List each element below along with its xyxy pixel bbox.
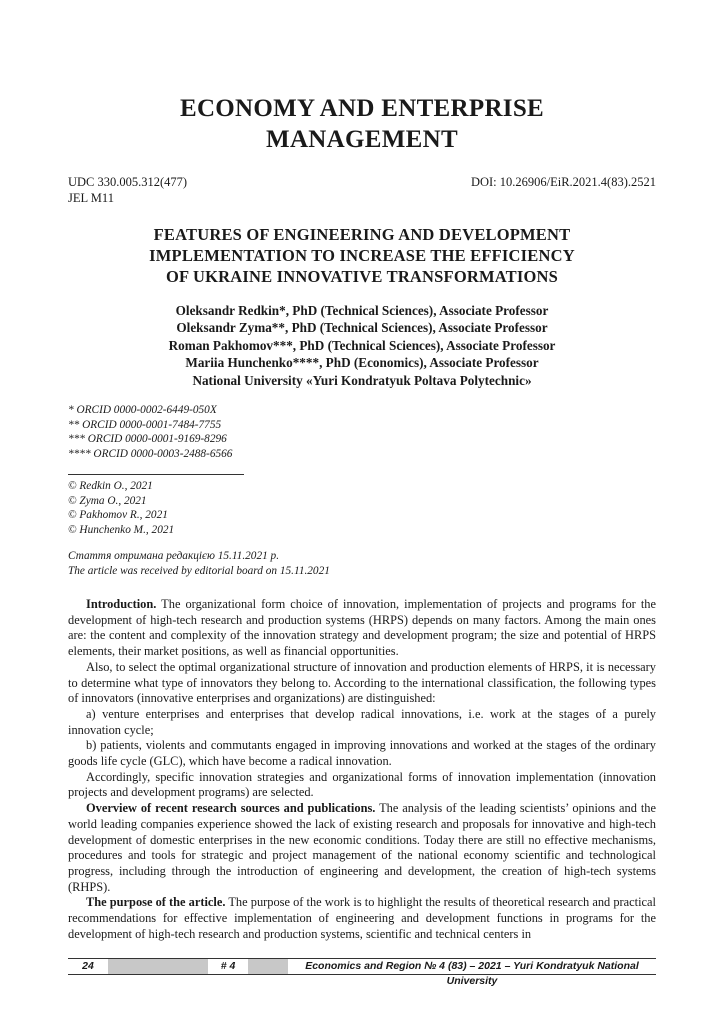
orcid-item: * ORCID 0000-0002-6449-050X xyxy=(68,404,217,416)
article-title-line: IMPLEMENTATION TO INCREASE THE EFFICIENCY xyxy=(149,246,575,265)
received-note xyxy=(68,549,330,578)
introduction-heading: Introduction. xyxy=(86,597,157,611)
paragraph-introduction xyxy=(68,597,656,660)
copyright-item: © Redkin O., 2021 xyxy=(68,480,153,492)
article-body xyxy=(68,597,656,942)
author-line: Oleksandr Redkin*, PhD (Technical Sciences), Associate Professor xyxy=(175,303,549,318)
purpose-heading: The purpose of the article. xyxy=(86,895,226,910)
page-number: 24 xyxy=(82,960,94,972)
footer-shade xyxy=(248,959,288,974)
section-title xyxy=(0,93,724,155)
orcid-list xyxy=(68,403,232,461)
paragraph-purpose xyxy=(68,895,656,942)
author-line: Mariia Hunchenko****, PhD (Economics), Associate Professor xyxy=(185,355,539,371)
paragraph-text: The analysis of the leading scientists’ opinions and the world leading companies experience showed the lack of existing research and proposals for innovative and high-tech development of domestic enterprises in the new economic conditions. Today there are still no effective mechanisms, procedures and tools for strategic and project management of the national economy scientific and technological progress, including through the introduction of engineering and development, the creation of high-tech systems (RHPS). xyxy=(68,801,656,894)
author-list xyxy=(0,302,724,389)
article-title-line: FEATURES OF ENGINEERING AND DEVELOPMENT xyxy=(153,225,571,244)
orcid-item: **** ORCID 0000-0003-2488-6566 xyxy=(68,447,233,460)
section-title-line: ECONOMY AND ENTERPRISE xyxy=(179,95,545,122)
author-line: Roman Pakhomov***, PhD (Technical Sciences), Associate Professor xyxy=(168,337,556,353)
copyright-item: © Zyma O., 2021 xyxy=(68,494,147,507)
affiliation: National University «Yuri Kondratyuk Poltava Polytechnic» xyxy=(192,372,532,388)
list-item: a) venture enterprises and enterprises that develop radical innovations, i.e. work at the stages of a purely innovation cycle; xyxy=(68,706,656,737)
received-english: The article was received by editorial board on 15.11.2021 xyxy=(68,564,330,577)
orcid-item: ** ORCID 0000-0001-7484-7755 xyxy=(68,418,222,431)
section-title-line: MANAGEMENT xyxy=(266,126,458,153)
journal-title: Economics and Region № 4 (83) – 2021 – Yuri Kondratyuk National University xyxy=(305,960,639,987)
article-title xyxy=(0,224,724,287)
orcid-item: *** ORCID 0000-0001-9169-8296 xyxy=(68,433,227,445)
received-ukrainian: Стаття отримана редакцією 15.11.2021 р. xyxy=(68,550,280,562)
footnote-divider xyxy=(68,474,244,475)
paragraph: Also, to select the optimal organizational structure of innovation and production elements of HRPS, it is necessary to determine what type of innovators they belong to. According to the international classification, the following types of innovators (innovative enterprises and organizations) are distinguished: xyxy=(68,659,656,706)
paragraph-text: The purpose of the work is to highlight the results of theoretical research and practical recommendations for effective implementation of engineering and development functions in programs for the development of high-tech research and production systems, scientific and technical centers in xyxy=(68,895,656,941)
article-title-line: OF UKRAINE INNOVATIVE TRANSFORMATIONS xyxy=(166,267,558,286)
paragraph-text: The organizational form choice of innovation, implementation of projects and programs for the development of high-tech research and production systems (HRPS) depends on many factors. Among the main ones are: the content and complexity of the innovation strategy and development program; the size and potential of HRPS elements, their market positions, as well as financial opportunities. xyxy=(68,597,656,659)
doi: DOI: 10.26906/EiR.2021.4(83).2521 xyxy=(470,175,656,189)
overview-heading: Overview of recent research sources and publications. xyxy=(86,801,376,816)
copyright-list xyxy=(68,479,174,537)
page-footer xyxy=(68,958,656,987)
footer-shade xyxy=(108,959,208,974)
paragraph: Accordingly, specific innovation strategies and organizational forms of innovation implementation (innovation projects and development programs) are selected. xyxy=(68,769,656,800)
copyright-item: © Pakhomov R., 2021 xyxy=(68,509,168,521)
udc-code: UDC 330.005.312(477) xyxy=(68,175,188,189)
list-item: b) patients, violents and commutants engaged in improving innovations and worked at the stages of the ordinary goods life cycle (GLC), which have become a radical innovation. xyxy=(68,738,656,769)
issue-number: # 4 xyxy=(220,960,236,972)
jel-code: JEL M11 xyxy=(68,191,114,205)
copyright-item: © Hunchenko M., 2021 xyxy=(68,523,175,536)
paragraph-overview xyxy=(68,801,656,895)
author-line: Oleksandr Zyma**, PhD (Technical Sciences), Associate Professor xyxy=(176,320,548,336)
